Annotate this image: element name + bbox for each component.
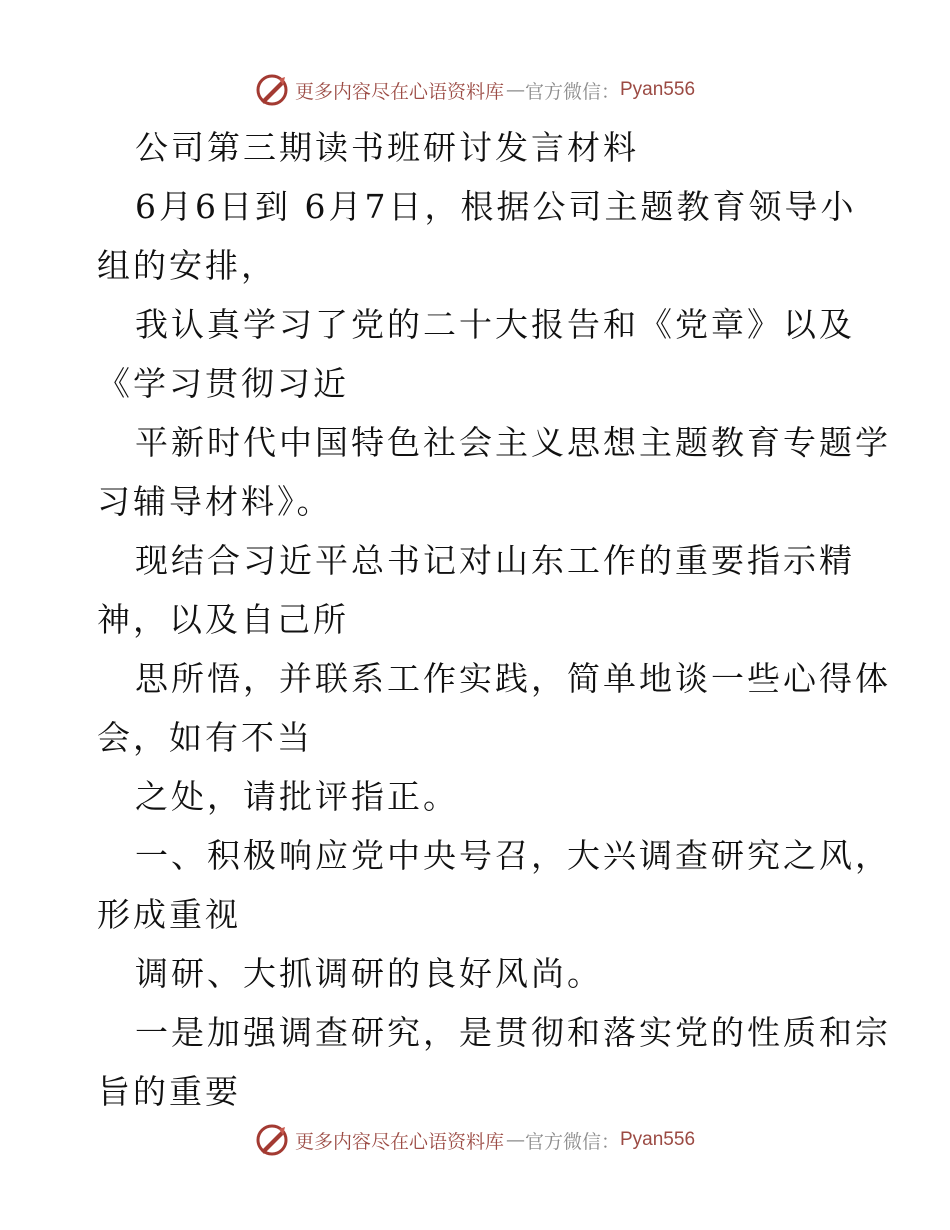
text-line: 《学习贯彻习近 bbox=[97, 364, 349, 403]
wechat-label: 官方微信： bbox=[524, 1130, 620, 1153]
brand-text: 更多内容尽在心语资料库 bbox=[294, 1130, 504, 1153]
text-line: 组的安排， bbox=[97, 246, 277, 285]
text-line: 一、积极响应党中央号召，大兴调查研究之风， bbox=[135, 836, 891, 875]
text-line: 习辅导材料》。 bbox=[97, 482, 333, 521]
header-banner bbox=[0, 70, 950, 110]
banner-separator: — bbox=[505, 1129, 523, 1151]
text-line: 旨的重要 bbox=[97, 1072, 241, 1111]
text-line: 神，以及自己所 bbox=[97, 600, 349, 639]
text-line: 形成重视 bbox=[97, 895, 241, 934]
text-line: 我认真学习了党的二十大报告和《党章》以及 bbox=[135, 305, 855, 344]
text-line: 会，如有不当 bbox=[97, 718, 313, 757]
quill-logo-icon bbox=[255, 73, 289, 107]
text-line: 公司第三期读书班研讨发言材料 bbox=[135, 128, 639, 167]
text-line: 调研、大抓调研的良好风尚。 bbox=[135, 954, 603, 993]
quill-logo-icon bbox=[255, 1123, 289, 1157]
text-line: 平新时代中国特色社会主义思想主题教育专题学 bbox=[135, 423, 891, 462]
text-line: 6月6日到 6月7日，根据公司主题教育领导小 bbox=[135, 187, 857, 226]
wechat-id: Pyan556 bbox=[620, 1129, 696, 1150]
text-line: 思所悟，并联系工作实践，简单地谈一些心得体 bbox=[135, 659, 891, 698]
text-line: 之处，请批评指正。 bbox=[135, 777, 459, 816]
wechat-label: 官方微信： bbox=[524, 80, 620, 103]
wechat-id: Pyan556 bbox=[620, 79, 696, 100]
banner-separator: — bbox=[505, 79, 523, 101]
text-line: 现结合习近平总书记对山东工作的重要指示精 bbox=[135, 541, 855, 580]
brand-text: 更多内容尽在心语资料库 bbox=[294, 80, 504, 103]
text-line: 一是加强调查研究，是贯彻和落实党的性质和宗 bbox=[135, 1013, 891, 1052]
document-body bbox=[97, 118, 891, 1121]
footer-banner bbox=[0, 1120, 950, 1160]
